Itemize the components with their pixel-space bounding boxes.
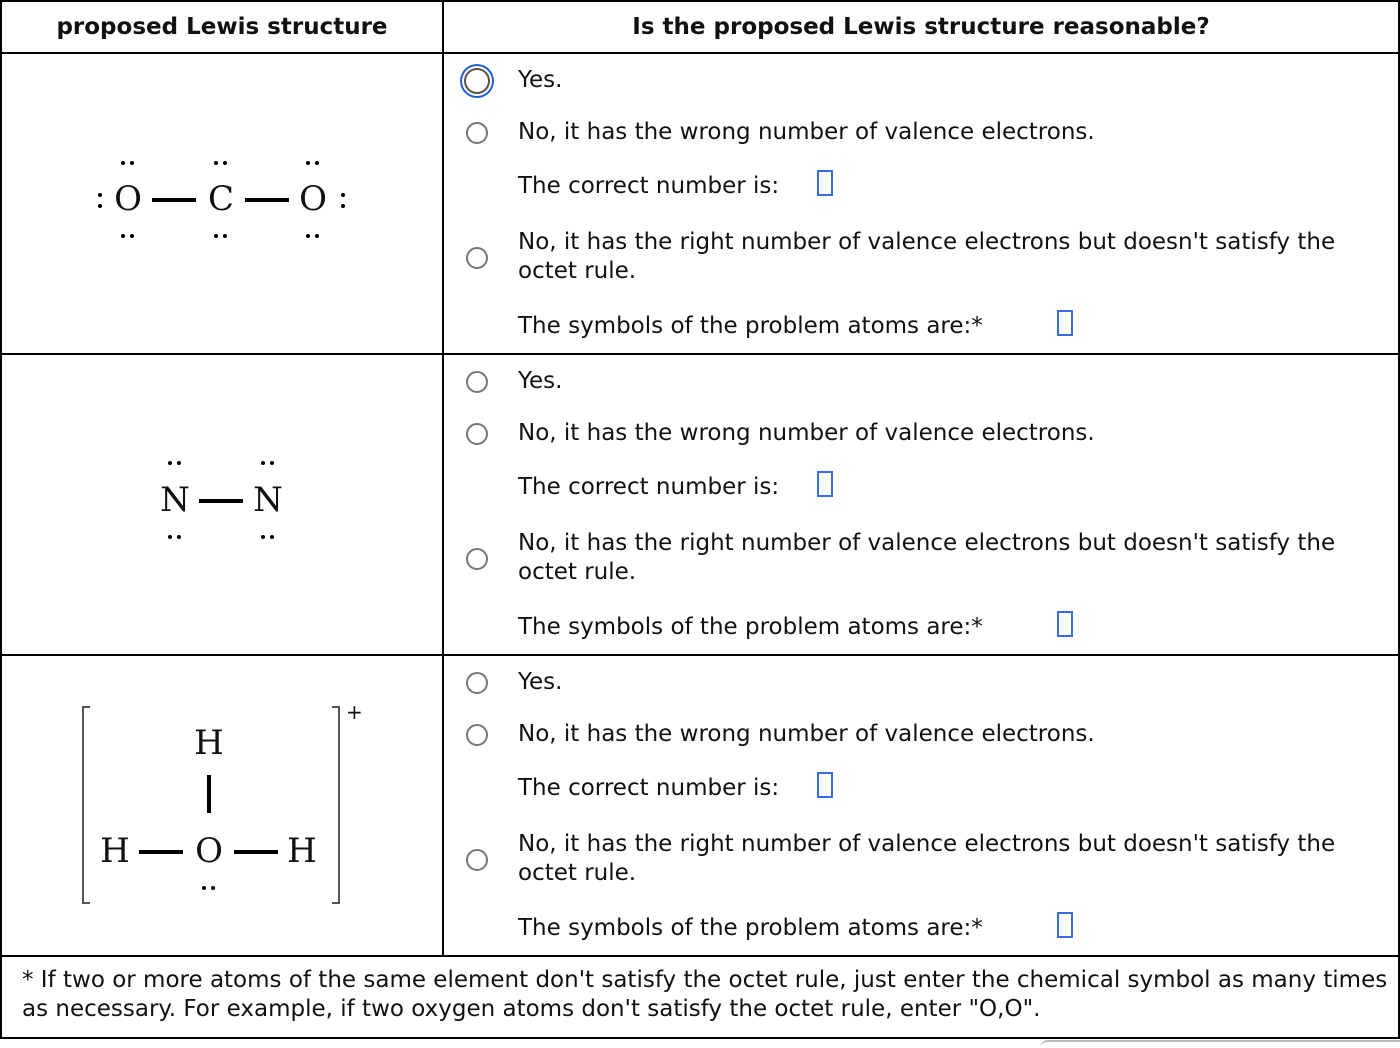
electron-dot xyxy=(130,234,134,238)
bracket-right xyxy=(332,706,340,904)
bond-c-o xyxy=(245,198,289,202)
electron-dot xyxy=(315,161,319,165)
option-yes-label: Yes. xyxy=(518,669,563,695)
electron-dot xyxy=(121,161,125,165)
electron-dot xyxy=(341,204,345,208)
atom-o-right: O xyxy=(299,179,327,219)
question-row-co2 xyxy=(0,54,1400,354)
octet-rule-footnote: * If two or more atoms of the same element don't satisfy the octet rule, just enter the chemical symbol as many times as necessary. For example, if two oxygen atoms don't satisfy the octet rule, enter "O,O". xyxy=(22,967,1388,1022)
atom-h-top: H xyxy=(194,723,224,763)
atom-c: C xyxy=(207,179,235,219)
problem-atoms-input[interactable] xyxy=(1057,611,1073,637)
electron-dot xyxy=(214,161,218,165)
option-wrong-count-label: No, it has the wrong number of valence electrons. xyxy=(518,721,1095,747)
bond-n-n xyxy=(199,499,243,503)
atom-h-left: H xyxy=(100,831,130,871)
correct-number-label: The correct number is: xyxy=(518,173,780,199)
electron-dot xyxy=(270,535,274,539)
electron-dot xyxy=(270,461,274,465)
option-octet-label: No, it has the right number of valence electrons but doesn't satisfy the octet rule. xyxy=(518,530,1336,585)
atom-o: O xyxy=(195,831,223,871)
electron-dot xyxy=(306,161,310,165)
electron-dot xyxy=(223,161,227,165)
electron-dot xyxy=(177,535,181,539)
option-wrong-count-label: No, it has the wrong number of valence electrons. xyxy=(518,119,1095,145)
answer-options-1 xyxy=(444,54,1400,354)
electron-dot xyxy=(261,535,265,539)
electron-dot xyxy=(202,886,206,890)
electron-dot xyxy=(261,461,265,465)
electron-dot xyxy=(315,234,319,238)
answer-options-2 xyxy=(444,355,1400,655)
radio-wrong-count[interactable] xyxy=(466,423,488,445)
problem-atoms-label: The symbols of the problem atoms are:* xyxy=(518,915,983,941)
bond-o-c xyxy=(152,198,196,202)
atom-o-left: O xyxy=(114,179,142,219)
option-octet-label: No, it has the right number of valence electrons but doesn't satisfy the octet rule. xyxy=(518,229,1336,284)
lewis-structure-nn xyxy=(0,355,442,655)
bond-h-o-vertical xyxy=(207,775,211,813)
electron-dot xyxy=(130,161,134,165)
atom-n-left: N xyxy=(160,480,190,520)
question-row-n2 xyxy=(0,355,1400,655)
header-structure: proposed Lewis structure xyxy=(56,14,388,40)
electron-dot xyxy=(98,193,102,197)
charge-plus: + xyxy=(346,700,363,724)
lewis-structure-oco xyxy=(0,54,442,354)
question-row-h3o xyxy=(0,656,1400,956)
radio-wrong-count[interactable] xyxy=(466,122,488,144)
electron-dot xyxy=(341,193,345,197)
table-border-bottom xyxy=(0,1037,1400,1039)
radio-yes[interactable] xyxy=(464,68,490,94)
radio-octet[interactable] xyxy=(466,247,488,269)
radio-wrong-count[interactable] xyxy=(466,724,488,746)
electron-dot xyxy=(168,535,172,539)
problem-atoms-label: The symbols of the problem atoms are:* xyxy=(518,614,983,640)
electron-dot xyxy=(98,204,102,208)
correct-number-label: The correct number is: xyxy=(518,775,780,801)
electron-dot xyxy=(168,461,172,465)
correct-number-label: The correct number is: xyxy=(518,474,780,500)
electron-dot xyxy=(306,234,310,238)
correct-number-input[interactable] xyxy=(817,471,833,497)
bond-o-h-right xyxy=(234,850,278,854)
answer-options-3 xyxy=(444,656,1400,956)
electron-dot xyxy=(214,234,218,238)
lewis-structure-h3o xyxy=(0,656,442,956)
option-yes-label: Yes. xyxy=(518,368,563,394)
electron-dot xyxy=(177,461,181,465)
electron-dot xyxy=(211,886,215,890)
option-yes-label: Yes. xyxy=(518,67,563,93)
bond-h-o-left xyxy=(139,850,183,854)
correct-number-input[interactable] xyxy=(817,772,833,798)
electron-dot xyxy=(223,234,227,238)
radio-octet[interactable] xyxy=(466,548,488,570)
radio-octet[interactable] xyxy=(466,849,488,871)
option-octet-label: No, it has the right number of valence electrons but doesn't satisfy the octet rule. xyxy=(518,831,1336,886)
problem-atoms-label: The symbols of the problem atoms are:* xyxy=(518,313,983,339)
electron-dot xyxy=(121,234,125,238)
problem-atoms-input[interactable] xyxy=(1057,310,1073,336)
atom-n-right: N xyxy=(253,480,283,520)
radio-yes[interactable] xyxy=(466,672,488,694)
atom-h-right: H xyxy=(287,831,317,871)
header-reasonable: Is the proposed Lewis structure reasonable? xyxy=(632,14,1210,40)
option-wrong-count-label: No, it has the wrong number of valence electrons. xyxy=(518,420,1095,446)
bottom-panel-edge xyxy=(1040,1040,1400,1048)
radio-yes[interactable] xyxy=(466,371,488,393)
correct-number-input[interactable] xyxy=(817,170,833,196)
bracket-left xyxy=(82,706,90,904)
problem-atoms-input[interactable] xyxy=(1057,912,1073,938)
